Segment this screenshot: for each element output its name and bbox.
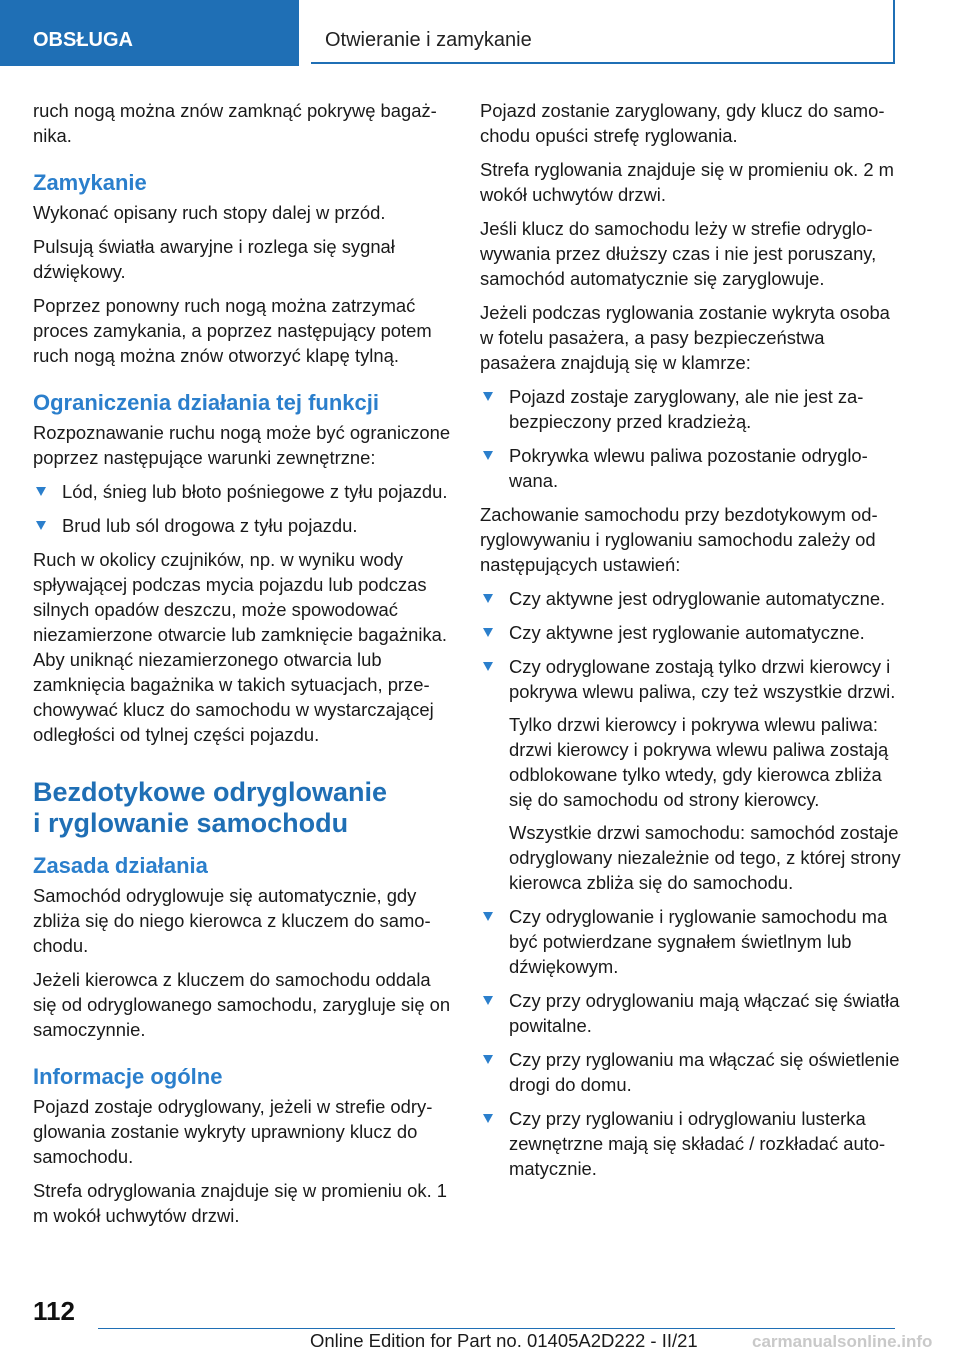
triangle-bullet-icon (36, 521, 46, 530)
paragraph: Wykonać opisany ruch stopy dalej w przód. (33, 202, 386, 223)
heading-informacje: Informacje ogólne (33, 1064, 223, 1089)
page-header (0, 0, 960, 66)
triangle-bullet-icon (483, 662, 493, 671)
paragraph: Jeśli klucz do samochodu leży w strefie odryglowywania przez dłuższy czas i nie jest poruszany, samochód automatycznie się zaryglowuje. (480, 218, 877, 289)
chapter-title: Otwieranie i zamykanie (311, 0, 895, 64)
paragraph: Strefa ryglowania znajduje się w promieniu ok. 2 m wokół uchwytów drzwi. (480, 159, 894, 205)
triangle-bullet-icon (483, 451, 493, 460)
triangle-bullet-icon (483, 392, 493, 401)
list-item: Czy aktywne jest ryglowanie automatyczne. (480, 620, 902, 645)
list-item: Pokrywka wlewu paliwa pozostanie odryglowana. (480, 443, 902, 493)
triangle-bullet-icon (483, 594, 493, 603)
paragraph: Strefa odryglowania znajduje się w promieniu ok. 1 m wokół uchwytów drzwi. (33, 1180, 448, 1226)
triangle-bullet-icon (36, 487, 46, 496)
heading-ograniczenia: Ograniczenia działania tej funkcji (33, 390, 379, 415)
list-item: Czy przy odryglowaniu mają włączać się światła powitalne. (480, 988, 902, 1038)
list-item: Pojazd zostaje zaryglowany, ale nie jest zabezpieczony przed kradzieżą. (480, 384, 902, 434)
list-item: Czy odryglowane zostają tylko drzwi kierowcy i pokrywa wlewu paliwa, czy też wszystkie drzwi. Tylko drzwi kierowcy i pokrywa wlewu paliwa: drzwi kierowcy i pokrywa wlewu paliwa zostają odblokowane tylko wtedy, gdy kierowca zbliża się do samochodu od strony kierowcy. Wszystkie drzwi samochodu: samochód zostaje odryglowany niezależnie od tego, z której strony kierowca zbliża się do samochodu. (480, 654, 902, 895)
list-item: Czy odryglowanie i ryglowanie samochodu ma być potwierdzane sygnałem świetlnym lub dźwiękowym. (480, 904, 902, 979)
left-column (33, 98, 455, 1237)
footer-divider (98, 1328, 895, 1329)
list-item: Lód, śnieg lub błoto pośniegowe z tyłu pojazdu. (33, 479, 455, 504)
paragraph: Rozpoznawanie ruchu nogą może być ograniczone poprzez następujące warunki zewnętrzne: (33, 422, 451, 468)
section-tab: OBSŁUGA (0, 0, 299, 66)
bullet-list (33, 479, 455, 538)
triangle-bullet-icon (483, 996, 493, 1005)
bullet-list (480, 586, 902, 1181)
right-column (480, 98, 902, 1190)
paragraph: Pulsują światła awaryjne i rozlega się sygnał dźwiękowy. (33, 236, 395, 282)
paragraph: ruch nogą można znów zamknąć pokrywę bagażnika. (33, 100, 437, 146)
watermark: carmanualsonline.info (752, 1332, 933, 1351)
bullet-list (480, 384, 902, 493)
triangle-bullet-icon (483, 912, 493, 921)
paragraph: Zachowanie samochodu przy bezdotykowym odryglowywaniu i ryglowaniu samochodu zależy od następujących ustawień: (480, 504, 878, 575)
heading-zamykanie: Zamykanie (33, 170, 147, 195)
page-number: 112 (33, 1296, 75, 1326)
paragraph: Pojazd zostaje odryglowany, jeżeli w strefie odryglowania zostanie wykryty uprawniony klucz do samochodu. (33, 1096, 433, 1167)
heading-zasada: Zasada działania (33, 853, 208, 878)
edition-text: Online Edition for Part no. 01405A2D222 - II/21 (310, 1330, 698, 1351)
triangle-bullet-icon (483, 1114, 493, 1123)
paragraph: Ruch w okolicy czujników, np. w wyniku wody spływającej podczas mycia pojazdu lub podczas silnych opadów deszczu, może spowodować niezamierzone otwarcie lub zamknięcie bagażnika. Aby uniknąć niezamierzonego otwarcia lub zamknięcia bagażnika w takich sytuacjach, przechowywać klucz do samochodu w wystarczającej odległości od tylnej części pojazdu. (33, 549, 448, 745)
heading-bezdotykowe: Bezdotykowe odryglowanie i ryglowanie samochodu (33, 777, 388, 838)
list-item: Czy aktywne jest odryglowanie automatyczne. (480, 586, 902, 611)
paragraph: Jeżeli kierowca z kluczem do samochodu oddala się od odryglowanego samochodu, zarygluje się on samoczynnie. (33, 969, 451, 1040)
triangle-bullet-icon (483, 628, 493, 637)
paragraph: Jeżeli podczas ryglowania zostanie wykryta osoba w fotelu pasażera, a pasy bezpieczeństwa pasażera znajdują się w klamrze: (480, 302, 890, 373)
list-item: Czy przy ryglowaniu i odryglowaniu lusterka zewnętrzne mają się składać / rozkładać automatycznie. (480, 1106, 902, 1181)
triangle-bullet-icon (483, 1055, 493, 1064)
list-item: Brud lub sól drogowa z tyłu pojazdu. (33, 513, 455, 538)
list-item: Czy przy ryglowaniu ma włączać się oświetlenie drogi do domu. (480, 1047, 902, 1097)
page-footer (0, 1290, 960, 1362)
paragraph: Poprzez ponowny ruch nogą można zatrzymać proces zamykania, a poprzez następujący potem ruch nogą można znów otworzyć klapę tylną. (33, 295, 432, 366)
paragraph: Pojazd zostanie zaryglowany, gdy klucz do samochodu opuści strefę ryglowania. (480, 100, 885, 146)
paragraph: Samochód odryglowuje się automatycznie, gdy zbliża się do niego kierowca z kluczem do samochodu. (33, 885, 431, 956)
